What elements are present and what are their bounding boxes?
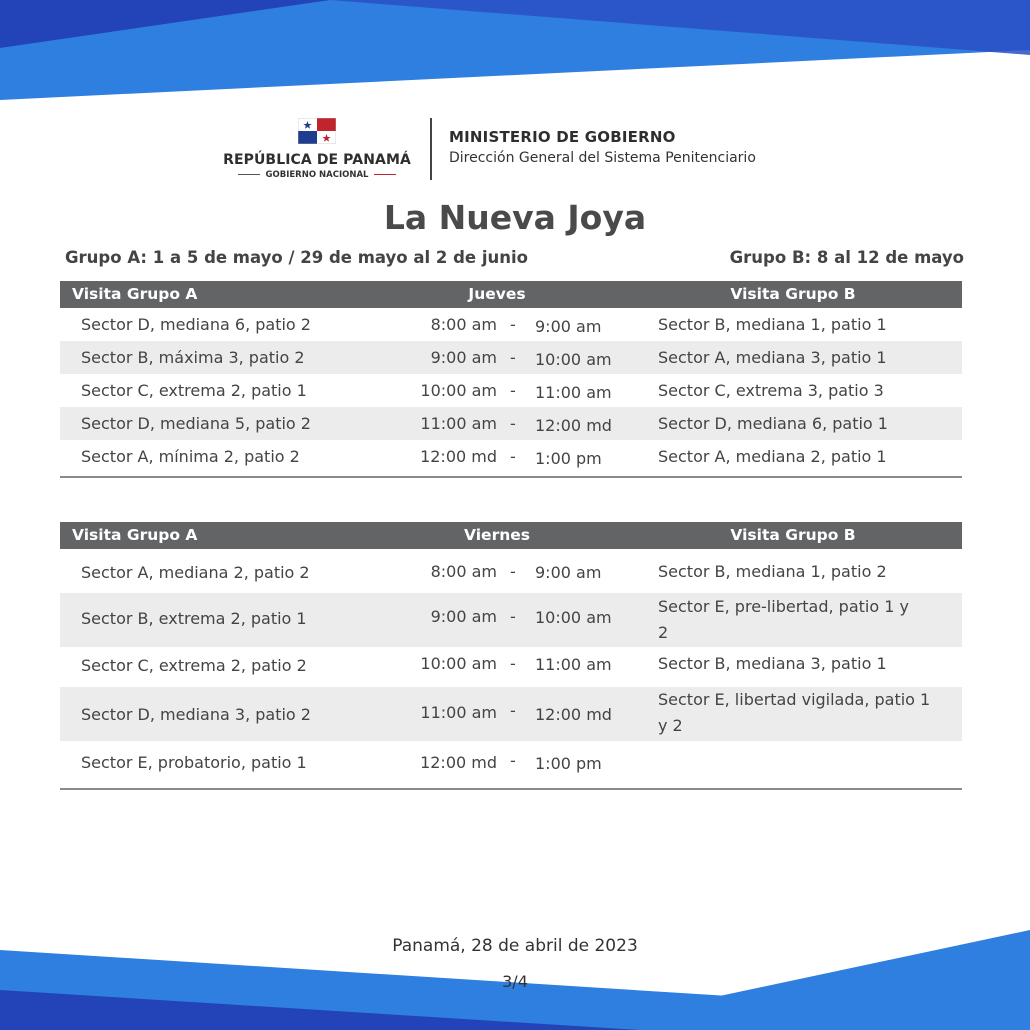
cell-group-b: Sector D, mediana 6, patio 1: [658, 414, 888, 433]
cell-end-time: 11:00 am: [535, 383, 612, 402]
header-group-b: Visita Grupo B: [730, 526, 856, 544]
page-number: 3/4: [502, 972, 528, 991]
page-title: La Nueva Joya: [383, 198, 647, 237]
cell-end-time: 9:00 am: [535, 317, 602, 336]
cell-dash: -: [510, 414, 516, 433]
group-a-dates: Grupo A: 1 a 5 de mayo / 29 de mayo al 2 de junio: [65, 248, 528, 267]
cell-start-time: 8:00 am: [430, 315, 497, 334]
header-group-b: Visita Grupo B: [730, 285, 856, 303]
cell-group-b: Sector B, mediana 1, patio 2: [658, 562, 887, 581]
table-bottom-border: [60, 788, 962, 790]
cell-dash: -: [510, 654, 516, 673]
table-row: [60, 374, 962, 407]
direction-name: Dirección General del Sistema Penitenciario: [449, 150, 756, 166]
cell-end-time: 1:00 pm: [535, 754, 602, 773]
table-header: [60, 522, 962, 549]
cell-start-time: 9:00 am: [430, 348, 497, 367]
cell-group-b: Sector C, extrema 3, patio 3: [658, 381, 884, 400]
cell-group-a: Sector D, mediana 6, patio 2: [81, 315, 311, 334]
cell-group-b: Sector A, mediana 2, patio 1: [658, 447, 887, 466]
cell-start-time: 9:00 am: [430, 607, 497, 626]
cell-end-time: 10:00 am: [535, 350, 612, 369]
schedule-table-jueves: [60, 281, 962, 478]
cell-group-b: Sector E, pre-libertad, patio 1 y 2: [658, 597, 909, 642]
header-group-a: Visita Grupo A: [72, 526, 198, 544]
table-row: [60, 647, 962, 687]
cell-group-b: Sector A, mediana 3, patio 1: [658, 348, 887, 367]
header: [0, 114, 1030, 184]
cell-group-b: Sector B, mediana 1, patio 1: [658, 315, 887, 334]
group-b-dates: Grupo B: 8 al 12 de mayo: [729, 248, 964, 267]
cell-group-a: Sector E, probatorio, patio 1: [81, 753, 307, 772]
cell-start-time: 11:00 am: [420, 414, 497, 433]
cell-dash: -: [510, 701, 516, 720]
header-day: Viernes: [464, 526, 530, 544]
cell-group-a: Sector A, mínima 2, patio 2: [81, 447, 300, 466]
table-row: [60, 407, 962, 440]
cell-end-time: 11:00 am: [535, 655, 612, 674]
table-row: [60, 341, 962, 374]
cell-group-a: Sector A, mediana 2, patio 2: [81, 563, 310, 582]
cell-dash: -: [510, 447, 516, 466]
cell-start-time: 10:00 am: [420, 654, 497, 673]
cell-end-time: 1:00 pm: [535, 449, 602, 468]
cell-end-time: 12:00 md: [535, 705, 612, 724]
divider-line-right: [374, 174, 396, 175]
cell-group-a: Sector B, máxima 3, patio 2: [81, 348, 305, 367]
table-bottom-border: [60, 476, 962, 478]
table-row: [60, 308, 962, 341]
cell-dash: -: [510, 751, 516, 770]
country-name: REPÚBLICA DE PANAMÁ: [223, 152, 411, 168]
cell-start-time: 11:00 am: [420, 703, 497, 722]
cell-group-a: Sector C, extrema 2, patio 1: [81, 381, 307, 400]
cell-group-a: Sector B, extrema 2, patio 1: [81, 609, 307, 628]
cell-group-a: Sector D, mediana 5, patio 2: [81, 414, 311, 433]
table-header: [60, 281, 962, 308]
cell-start-time: 8:00 am: [430, 562, 497, 581]
ministry-name: MINISTERIO DE GOBIERNO: [449, 128, 676, 146]
cell-group-a: Sector C, extrema 2, patio 2: [81, 656, 307, 675]
cell-end-time: 12:00 md: [535, 416, 612, 435]
cell-end-time: 9:00 am: [535, 563, 602, 582]
government-label-text: GOBIERNO NACIONAL: [265, 170, 369, 180]
cell-dash: -: [510, 381, 516, 400]
cell-start-time: 12:00 md: [420, 447, 497, 466]
cell-group-b: Sector E, libertad vigilada, patio 1 y 2: [658, 690, 931, 735]
header-day: Jueves: [468, 285, 526, 303]
cell-dash: -: [510, 562, 516, 581]
divider-line-left: [238, 174, 260, 175]
table-row: [60, 440, 962, 476]
cell-end-time: 10:00 am: [535, 608, 612, 627]
header-divider: [430, 118, 432, 180]
table-row: [60, 549, 962, 593]
cell-dash: -: [510, 348, 516, 367]
footer-date: Panamá, 28 de abril de 2023: [392, 936, 638, 956]
cell-group-a: Sector D, mediana 3, patio 2: [81, 705, 311, 724]
cell-group-b: Sector B, mediana 3, patio 1: [658, 654, 887, 673]
header-group-a: Visita Grupo A: [72, 285, 198, 303]
cell-start-time: 12:00 md: [420, 753, 497, 772]
cell-dash: -: [510, 315, 516, 334]
table-row: [60, 741, 962, 788]
panama-flag-icon: [298, 118, 336, 144]
table-row: [60, 687, 962, 741]
schedule-table-viernes: [60, 522, 962, 790]
table-row: [60, 593, 962, 647]
government-label: [200, 170, 434, 180]
cell-dash: -: [510, 607, 516, 626]
cell-start-time: 10:00 am: [420, 381, 497, 400]
